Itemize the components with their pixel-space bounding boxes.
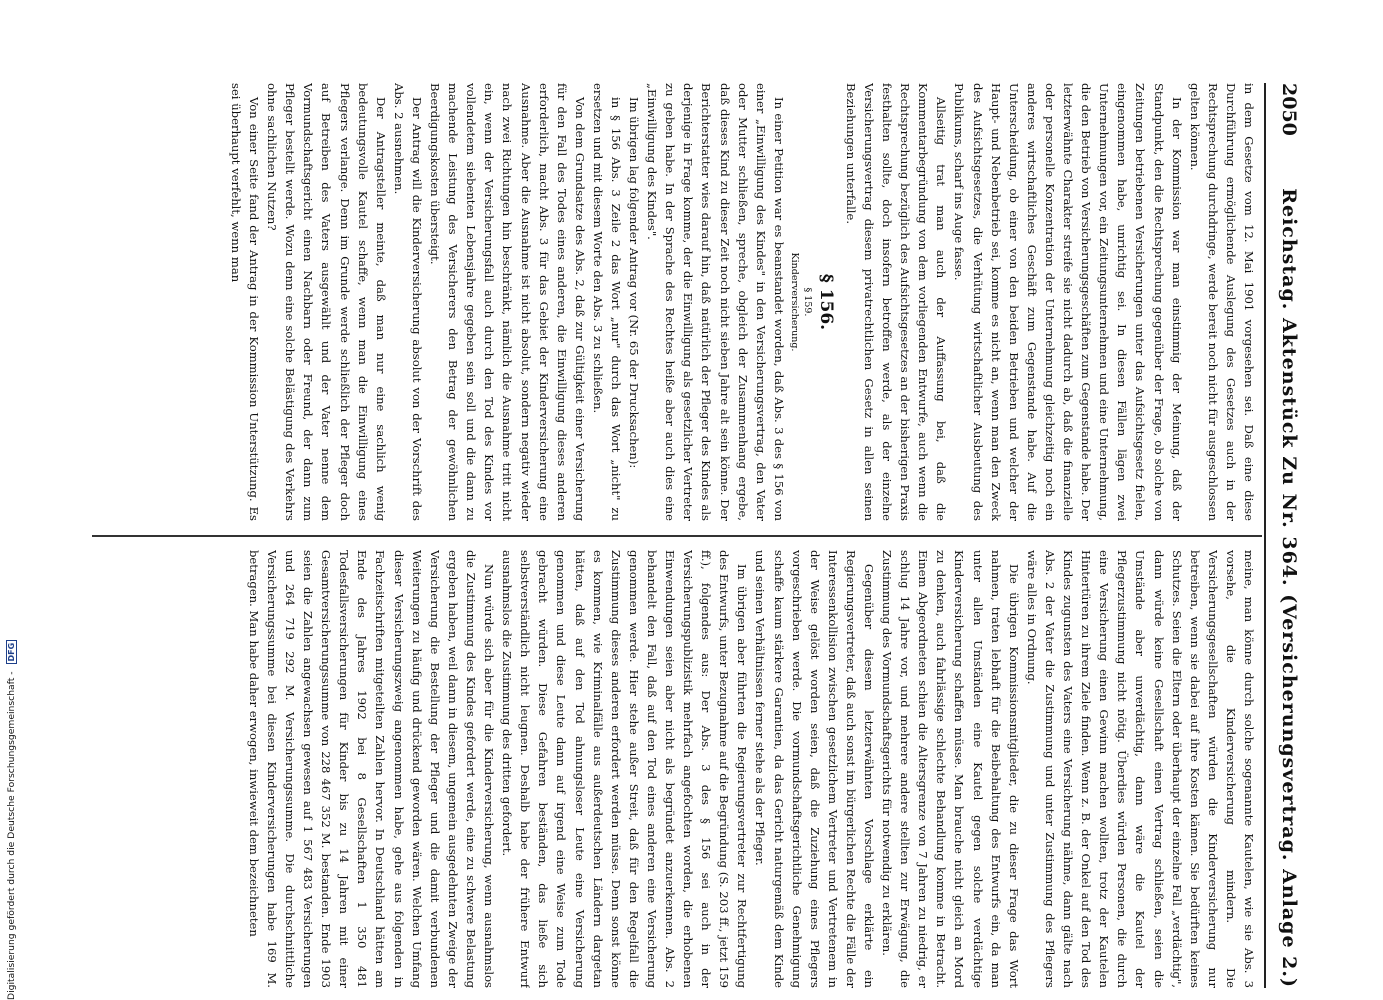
- rotated-page-content: [85, 83, 1300, 988]
- dfg-logo: DFG: [6, 640, 17, 665]
- paragraph: Nun würde sich aber für die Kinderversicherung, wenn ausnahmslos die Zustimmung des Kindes gefordert werde, eine zu schwere Belastung ergeben haben, weil dann in diesem, ungemein ausgedehnten Zweige der Versicherung die Bestellung der Pfleger und die damit verbundenen Weiterungen zu häufig und drückend geworden wären. Welchen Umfang dieser Versicherungszweig angenommen habe, gehe aus folgenden in Fachzeitschriften mitgeteilten Zahlen hervor. In Deutschland hätten am Ende des Jahres 1902 bei 8 Gesellschaften 1 350 481 Todesfallsversicherungen für Kinder bis zu 14 Jahren mit einer Gesamtversicherungssumme von 228 467 352 M. bestanden. Ende 1903 seien die Zahlen angewachsen gewesen auf 1 567 483 Versicherungen und 264 719 292 M. Versicherungssumme. Die durchschnittliche Versicherungssumme bei diesen Kinderversicherungen habe 169 M. betragen. Man habe daher erwogen, inwieweit dem bezeichneten: [246, 550, 497, 988]
- page-header: [1264, 83, 1300, 988]
- left-column: [93, 83, 1258, 521]
- paragraph: Im übrigen lag folgender Antrag vor (Nr. 65 der Drucksachen):: [627, 97, 642, 469]
- paragraph: Von dem Grundsatze des Abs. 2, daß zur Gültigkeit einer Versicherung für den Fall des Todes eines anderen, die Einwilligung dieses anderen erforderlich, macht Abs. 3 für das Gebiet der Kinderversicherung eine Ausnahme. Aber die Ausnahme ist nicht absolut, sondern negativ wieder nach zwei Richtungen hin beschränkt, nämlich die Ausnahme tritt nicht ein, wenn der Versicherungsfall auch durch den Tod des Kindes vor vollendetem siebenten Lebensjahre gegeben sein soll und die dann zu machende Leistung des Versicherers den Betrag der gewöhnlichen Beerdigungskosten übersteigt.: [428, 83, 587, 521]
- paragraph: Gegenüber diesem letzterwähnten Vorschlage erklärte ein Regierungsvertreter, daß auch sonst im bürgerlichen Rechte die Fälle der Interessenkollision zwischen gesetzlichem Vertreter und Vertretenem in der Weise gelöst worden seien, daß die Zuziehung eines Pflegers vorgeschrieben werde. Die vormundschaftsgerichtliche Genehmigung schaffe kaum stärkere Garantien, da das Gericht naturgemäß dem Kinde und seinen Verhältnissen ferner stehe als der Pfleger.: [753, 550, 877, 988]
- section-subheading: § 159.: [801, 287, 813, 317]
- paragraph: Allseitig trat man auch der Auffassung bei, daß die Kommentarbegründung von dem vorliegenden Entwurfe, auch wenn die Rechtsprechung bezüglich des Aufsichtsgesetzes an der bisherigen Praxis festhalten sollte, doch insofern betroffen werde, als der einzelne Versicherungsvertrag diesem privatrechtlichen Gesetz in allen seinen Beziehungen unterfalle.: [843, 83, 949, 521]
- paragraph: In der Kommission war man einstimmig der Meinung, daß der Standpunkt, den die Rechtsprechung gegenüber der Frage, ob solche von Zeitungen betriebenen Versicherungen unter das Aufsichtsgesetz fielen, eingenommen habe, unrichtig sei. In diesen Fällen lägen zwei Unternehmungen vor, ein Zeitungsunternehmen und eine Unternehmung, die den Betrieb von Versicherungsgeschäften zum Gegenstande habe. Der letzterwähnte Charakter streife sie nicht dadurch ab, daß die finanzielle oder personelle Konzentration der Unternehmung gleichzeitig noch ein anderes wirtschaftliches Geschäft zum Gegenstande habe. Auf die Unterscheidung, ob einer von den beiden Betrieben und welcher der Haupt- und Nebenbetrieb sei, komme es nicht an, wenn man den Zweck des Aufsichtsgesetzes, die Verhütung wirtschaftlicher Ausbeutung des Publikums, scharf ins Auge fasse.: [952, 83, 1184, 521]
- paragraph: Von einer Seite fand der Antrag in der Kommission Unterstützung. Es sei überhaupt verfehlt, wenn man: [229, 83, 262, 521]
- paragraph: In einer Petition war es beanstandet worden, daß Abs. 3 des § 156 von einer „Einwilligung des Kindes" in den Versicherungsvertrag, den Vater oder Mutter schließen, spreche, obgleich der Zusammenhang ergebe, daß dieses Kind zu dieser Zeit noch nicht sieben Jahre alt sein könne. Der Berichterstatter wies darauf hin, daß natürlich der Pfleger des Kindes als derjenige in Frage komme, der die Einwilligung als gesetzlicher Vertreter zu geben habe. In der Sprache des Rechtes heiße aber auch dies eine „Einwilligung des Kindes".: [645, 83, 786, 521]
- paragraph: Der Antragsteller meinte, daß man nur eine sachlich wenig bedeutungsvolle Kautel schaffe, wenn man die Einwilligung eines Pflegers verlange. Denn im Grunde werde schließlich der Pfleger doch auf Betreiben des Vaters ausgewählt und der Vater nenne dem Vormundschaftsgericht einen Nachbarn oder Freund, der dann zum Pfleger bestellt werde. Wozu denn eine solche Belästigung des Verkehrs ohne sachlichen Nutzen?: [265, 83, 388, 521]
- paragraph: in dem Gesetze vom 12. Mai 1901 vorgesehen sei. Daß eine diese Durchführung ermöglichende Auslegung des Gesetzes auch in der Rechtsprechung durchdringe, werde bereit noch nicht für ausgeschlossen gelten können.: [1187, 83, 1256, 521]
- paragraph: Der Antrag will die Kinderversicherung absolut von der Vorschrift des Abs. 2 ausnehmen.: [391, 83, 424, 521]
- paragraph: Im übrigen aber führten die Regierungsvertreter zur Rechtfertigung des Entwurfs, unter Bezugnahme auf die Begründung (S. 203 ff., jetzt 159 ff.), folgendes aus: Der Abs. 3 des § 156 sei auch in der Versicherungspublizistik mehrfach angefochten worden, die erhobenen Einwendungen seien aber nicht als begründet anzuerkennen. Abs. 2 behandelt den Fall, daß auf den Tod eines anderen eine Versicherung genommen werde. Hier stehe außer Streit, daß für den Regelfall die Zustimmung dieses anderen erfordert werden müsse. Denn sonst könne es kommen, wie Kriminalfälle aus außerdeutschen Ländern dargetan hätten, daß auf den Tod ahnungsloser Leute eine Versicherung genommen und diese Leute dann auf irgend eine Weise zum Tode gebracht würden. Diese Gefahren beständen, das ließe sich selbstverständlich nicht leugnen. Deshalb habe der frühere Entwurf ausnahmslos die Zustimmung des dritten gefordert.: [500, 550, 750, 988]
- right-column: [93, 550, 1258, 988]
- paragraph: Die übrigen Kommissionsmitglieder, die zu dieser Frage das Wort nahmen, traten lebhaft für die Beibehaltung des Entwurfs ein, da man unter allen Umständen eine Kautel gegen solche verdächtige Kinderversicherung schaffen müsse. Man brauche nicht gleich an Mord zu denken, auch fahrlässige schlechte Behandlung komme in Betracht. Einem Abgeordneten schien die Altersgrenze von 7 Jahren zu niedrig, er schlug 14 Jahre vor, und mehrere andere stellten zur Erwägung, die Zustimmung des Vormundschaftsgerichts für notwendig zu erklären.: [880, 550, 1021, 988]
- motion-text: in § 156 Abs. 3 Zeile 2 das Wort „nur" durch das Wort „nicht" zu ersetzen und mit diesem Worte den Abs. 3 zu schließen.: [590, 83, 623, 521]
- digitization-note: [6, 640, 17, 1000]
- section-heading: § 156.: [815, 273, 836, 331]
- paragraph: meine, man könne durch solche sogenannte Kautelen, wie sie Abs. 3 vorsehe, die Kinderversicherung mindern. Die Versicherungsgesellschaften würden die Kinderversicherung nur betreiben, wenn sie dabei auf ihre Kosten kämen. Sie bedürften keines Schutzes. Seien die Eltern oder überhaupt der einzelne Fall „verdächtig", dann würde keine Gesellschaft einen Vertrag schließen, seien die Umstände aber unverdächtig, dann wäre die Kautel der Pflegerzustimmung nicht nötig. Überdies würden Personen, die durch eine Versicherung einen Gewinn machen wollten, trotz der Kautelen Hintertüren zu ihrem Ziele finden. Wenn z. B. der Onkel auf den Tod des Kindes zugunsten des Vaters eine Versicherung nähme, dann gälte nach Abs. 2 der Vater die Zustimmung und unter Zustimmung des Pflegers wäre alles in Ordnung.: [1024, 550, 1256, 988]
- page-number: 2050: [1278, 83, 1300, 136]
- page-title: Reichstag. Aktenstück Zu Nr. 364. (Versicherungsvertrag. Anlage 2.): [1278, 188, 1300, 988]
- column-divider: [92, 535, 1262, 537]
- digitization-text: Digitalisierung gefördert durch die Deutsche Forschungsgemeinschaft -: [6, 671, 17, 1000]
- section-topic: Kinderversicherung.: [788, 252, 800, 352]
